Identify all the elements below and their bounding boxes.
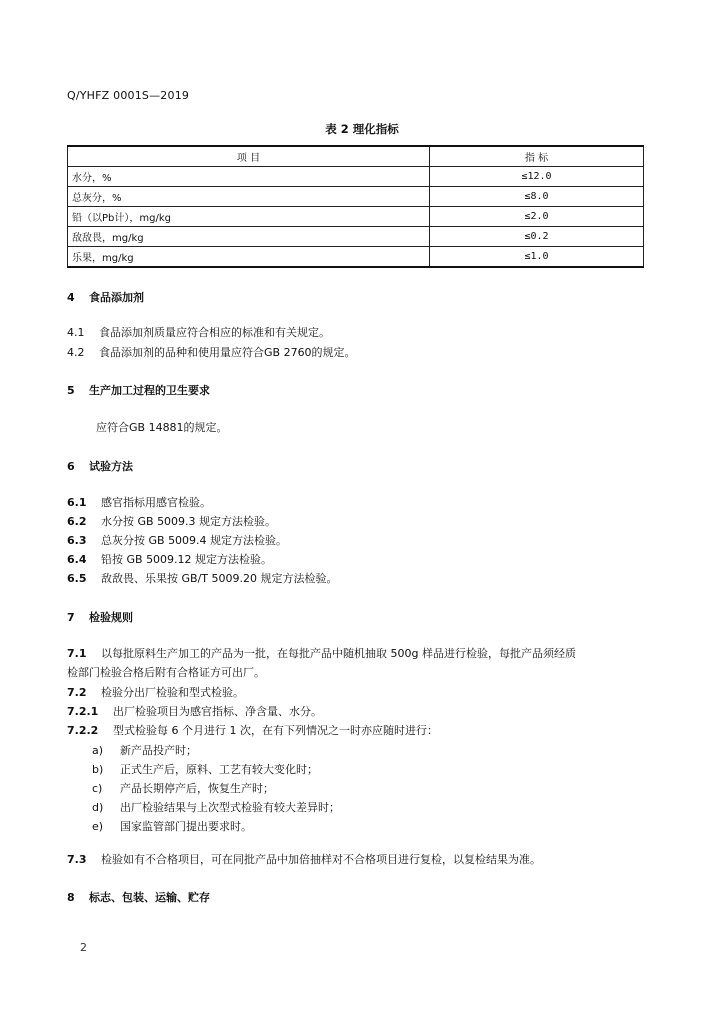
table-row (68, 207, 644, 227)
section-title: 食品添加剂 (89, 291, 144, 304)
clause-number: 7.2 (67, 686, 87, 699)
list-item-text: 正式生产后，原料、工艺有较大变化时； (120, 763, 318, 776)
clause-number: 4.2 (67, 346, 85, 359)
section-title: 检验规则 (89, 611, 133, 624)
clause-number: 6.4 (67, 553, 87, 566)
clause-number: 7.2.1 (67, 705, 99, 718)
section-5-heading (67, 382, 210, 398)
list-item-label: e) (92, 820, 104, 833)
section-number: 8 (67, 891, 75, 904)
clause-6-5 (67, 570, 337, 586)
clause-text: 感官指标用感官检验。 (101, 496, 211, 509)
table-header-row (68, 146, 644, 167)
clause-text: 以每批原料生产加工的产品为一批，在每批产品中随机抽取 500g 样品进行检验，每批产品须经质 (101, 647, 576, 660)
table-row (68, 167, 644, 187)
clause-number: 6.2 (67, 515, 87, 528)
clause-7-1-line-2: 检部门检验合格后附有合格证方可出厂。 (67, 666, 265, 679)
row-item: 水分，% (68, 167, 430, 187)
section-number: 7 (67, 611, 75, 624)
list-item-label: b) (92, 763, 104, 776)
clause-number: 4.1 (67, 326, 85, 339)
clause-text: 检验分出厂检验和型式检验。 (101, 686, 244, 699)
clause-text: 铅按 GB 5009.12 规定方法检验。 (101, 553, 273, 566)
row-value: ≤0.2 (430, 227, 644, 247)
section-number: 6 (67, 460, 75, 473)
row-item: 乐果，mg/kg (68, 247, 430, 268)
clause-6-1 (67, 494, 211, 510)
list-item-label: c) (92, 782, 103, 795)
clause-number: 6.5 (67, 572, 87, 585)
clause-7-1-line-1 (67, 645, 576, 661)
section-title: 试验方法 (89, 460, 133, 473)
header-item: 项 目 (68, 146, 430, 167)
section-7-heading (67, 609, 133, 625)
list-item-label: a) (92, 744, 104, 757)
clause-number: 7.2.2 (67, 724, 99, 737)
section-5-text: 应符合GB 14881的规定。 (96, 421, 228, 434)
clause-4-2 (67, 344, 356, 360)
clause-text: 敌敌畏、乐果按 GB/T 5009.20 规定方法检验。 (101, 572, 338, 585)
list-item (92, 818, 252, 834)
list-item-text: 新产品投产时； (120, 744, 197, 757)
row-value: ≤2.0 (430, 207, 644, 227)
clause-6-2 (67, 513, 276, 529)
list-item (92, 761, 318, 777)
page-number: 2 (80, 941, 87, 954)
clause-text: 检验如有不合格项目，可在同批产品中加倍抽样对不合格项目进行复检，以复检结果为准。 (101, 853, 541, 866)
table-title: 表 2 理化指标 (325, 122, 399, 136)
table-row (68, 247, 644, 268)
clause-number: 6.1 (67, 496, 87, 509)
clause-6-3 (67, 532, 287, 548)
list-item (92, 780, 274, 796)
document-code: Q/YHFZ 0001S—2019 (67, 89, 190, 102)
clause-number: 7.1 (67, 647, 87, 660)
clause-6-4 (67, 551, 272, 567)
row-item: 敌敌畏，mg/kg (68, 227, 430, 247)
clause-7-2-2 (67, 722, 438, 738)
clause-number: 6.3 (67, 534, 87, 547)
clause-text: 水分按 GB 5009.3 规定方法检验。 (101, 515, 277, 528)
clause-text: 型式检验每 6 个月进行 1 次，在有下列情况之一时亦应随时进行： (113, 724, 438, 737)
row-value: ≤1.0 (430, 247, 644, 268)
clause-text: 出厂检验项目为感官指标、净含量、水分。 (113, 705, 322, 718)
list-item (92, 742, 197, 758)
section-4-heading (67, 289, 144, 305)
row-item: 总灰分，% (68, 187, 430, 207)
section-8-heading (67, 889, 210, 905)
list-item-text: 国家监管部门提出要求时。 (120, 820, 252, 833)
table-row (68, 187, 644, 207)
header-value: 指 标 (430, 146, 644, 167)
clause-text: 食品添加剂的品种和使用量应符合GB 2760的规定。 (99, 346, 356, 359)
clause-7-3 (67, 851, 541, 867)
clause-number: 7.3 (67, 853, 87, 866)
physicochemical-table (67, 145, 644, 268)
list-item-text: 产品长期停产后，恢复生产时； (120, 782, 274, 795)
row-value: ≤8.0 (430, 187, 644, 207)
row-item: 铅（以Pb计），mg/kg (68, 207, 430, 227)
clause-text: 总灰分按 GB 5009.4 规定方法检验。 (101, 534, 288, 547)
section-6-heading (67, 458, 133, 474)
table-row (68, 227, 644, 247)
list-item (92, 799, 340, 815)
row-value: ≤12.0 (430, 167, 644, 187)
section-number: 4 (67, 291, 75, 304)
clause-7-2 (67, 684, 244, 700)
clause-7-2-1 (67, 703, 322, 719)
clause-text: 食品添加剂质量应符合相应的标准和有关规定。 (99, 326, 330, 339)
section-title: 生产加工过程的卫生要求 (89, 384, 210, 397)
list-item-label: d) (92, 801, 104, 814)
section-number: 5 (67, 384, 75, 397)
list-item-text: 出厂检验结果与上次型式检验有较大差异时； (120, 801, 340, 814)
clause-4-1 (67, 324, 330, 340)
section-title: 标志、包装、运输、贮存 (89, 891, 210, 904)
